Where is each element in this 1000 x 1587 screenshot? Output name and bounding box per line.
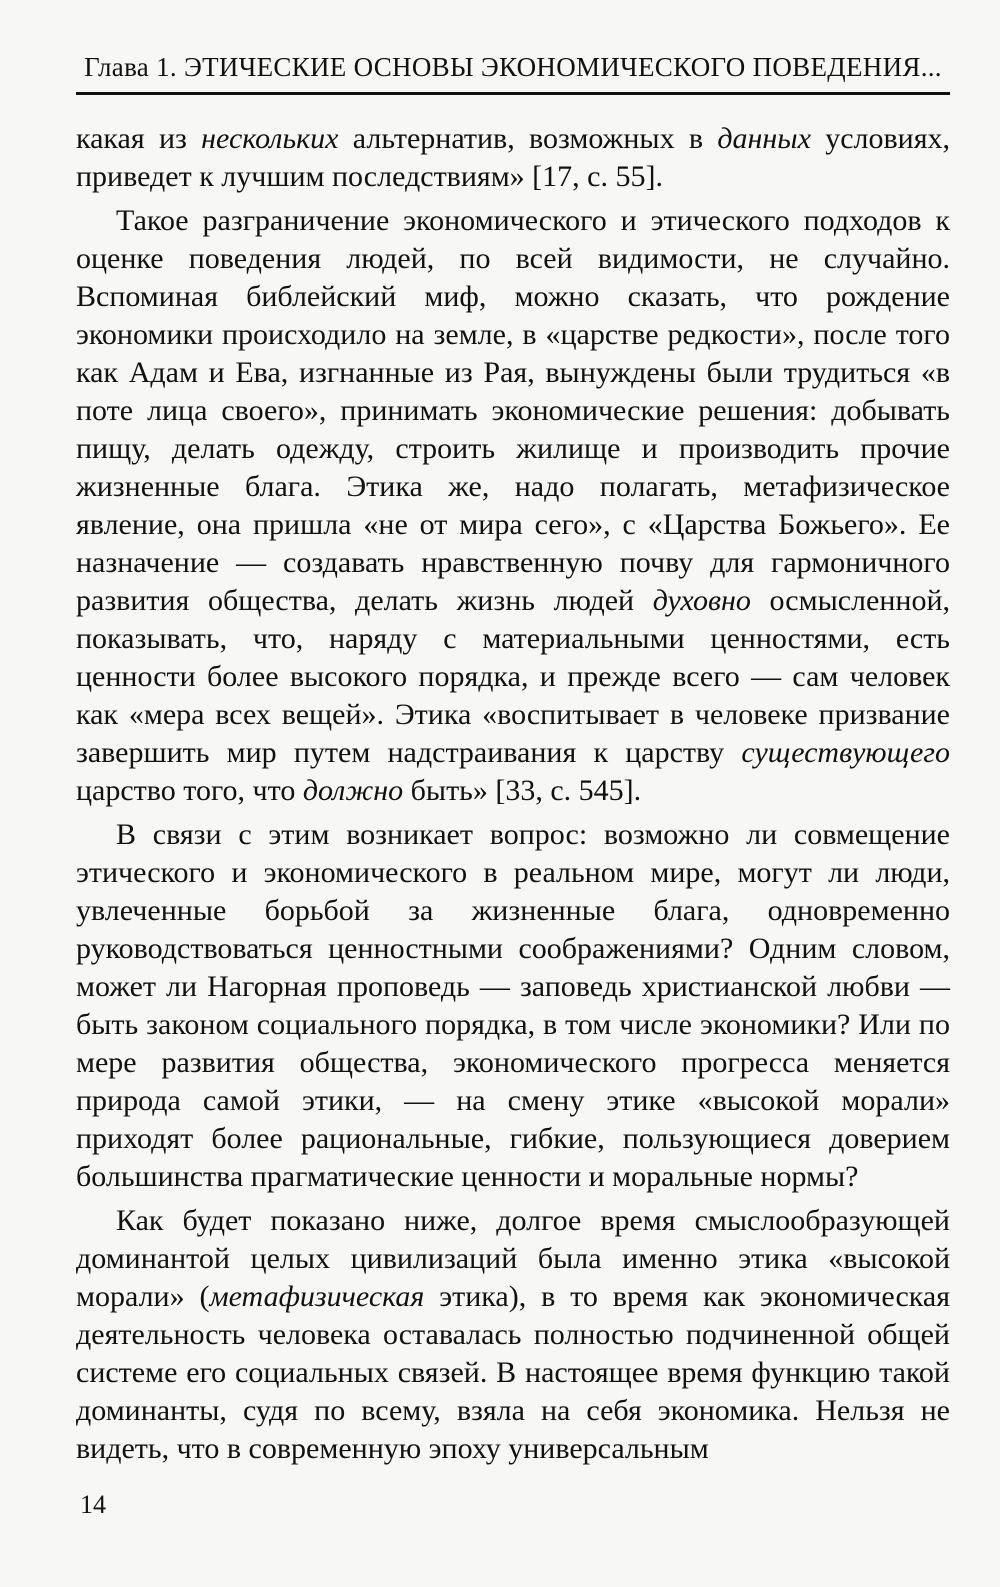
paragraph-1 [76,120,950,196]
text-run: Как будет показано ниже, долгое время смыслообразующей доминантой целых цивилизаций была именно этика «высокой морали» ( [76,1204,950,1313]
text-run: Такое разграничение экономического и этического подходов к оценке поведения людей, по всей видимости, не случайно. Вспоминая библейский миф, можно сказать, что рождение экономики происходило на земле, в «царстве редкости», после того как Адам и Ева, изгнанные из Рая, вынуждены были трудиться «в поте лица своего», принимать экономические решения: добывать пищу, делать одежду, строить жилище и производить прочие жизненные блага. Этика же, надо полагать, метафизическое явление, она пришла «не от мира сего», с «Царства Божьего». Ее назначение — создавать нравственную почву для гармоничного развития общества, делать жизнь людей [76,204,950,617]
italic-run: должно [302,774,404,807]
text-run: условиях, приведет к лучшим последствиям» [17, с. 55]. [76,122,950,193]
paragraph-4 [76,1202,950,1468]
text-run: какая из [76,122,202,155]
running-head: Глава 1. ЭТИЧЕСКИЕ ОСНОВЫ ЭКОНОМИЧЕСКОГО ПОВЕДЕНИЯ... [84,52,942,82]
text-run: быть» [33, с. 545]. [403,774,642,807]
italic-run: данных [717,122,811,155]
italic-run: духовно [652,584,751,617]
body-text [76,120,950,1474]
italic-run: метафизическая [209,1280,425,1313]
italic-run: нескольких [201,122,339,155]
paragraph-3 [76,816,950,1196]
text-run: В связи с этим возникает вопрос: возможно ли совмещение этического и экономического в реальном мире, могут ли люди, увлеченные борьбой за жизненные блага, одновременно руководствоваться ценностными соображениями? Одним словом, может ли Нагорная проповедь — заповедь христианской любви — быть законом социального порядка, в том числе экономики? Или по мере развития общества, экономического прогресса меняется природа самой этики, — на смену этике «высокой морали» приходят более рациональные, гибкие, пользующиеся доверием большинства прагматические ценности и моральные нормы? [76,818,950,1193]
text-run: альтернатив, возможных в [338,122,718,155]
text-run: этика), в то время как экономическая деятельность человека оставалась полностью подчиненной общей системе его социальных связей. В настоящее время функцию такой доминанты, судя по всему, взяла на себя экономика. Нельзя не видеть, что в современную эпоху универсальным [76,1280,950,1465]
italic-run: существующего [741,736,950,769]
page-number: 14 [80,1490,106,1519]
header-rule [76,92,950,95]
text-run: царство того, что [76,774,303,807]
text-run: осмысленной, показывать, что, наряду с материальными ценностями, есть ценности более высокого порядка, и прежде всего — сам человек как «мера всех вещей». Этика «воспитывает в человеке призвание завершить мир путем надстраивания к царству [76,584,951,769]
paragraph-2 [76,202,950,810]
